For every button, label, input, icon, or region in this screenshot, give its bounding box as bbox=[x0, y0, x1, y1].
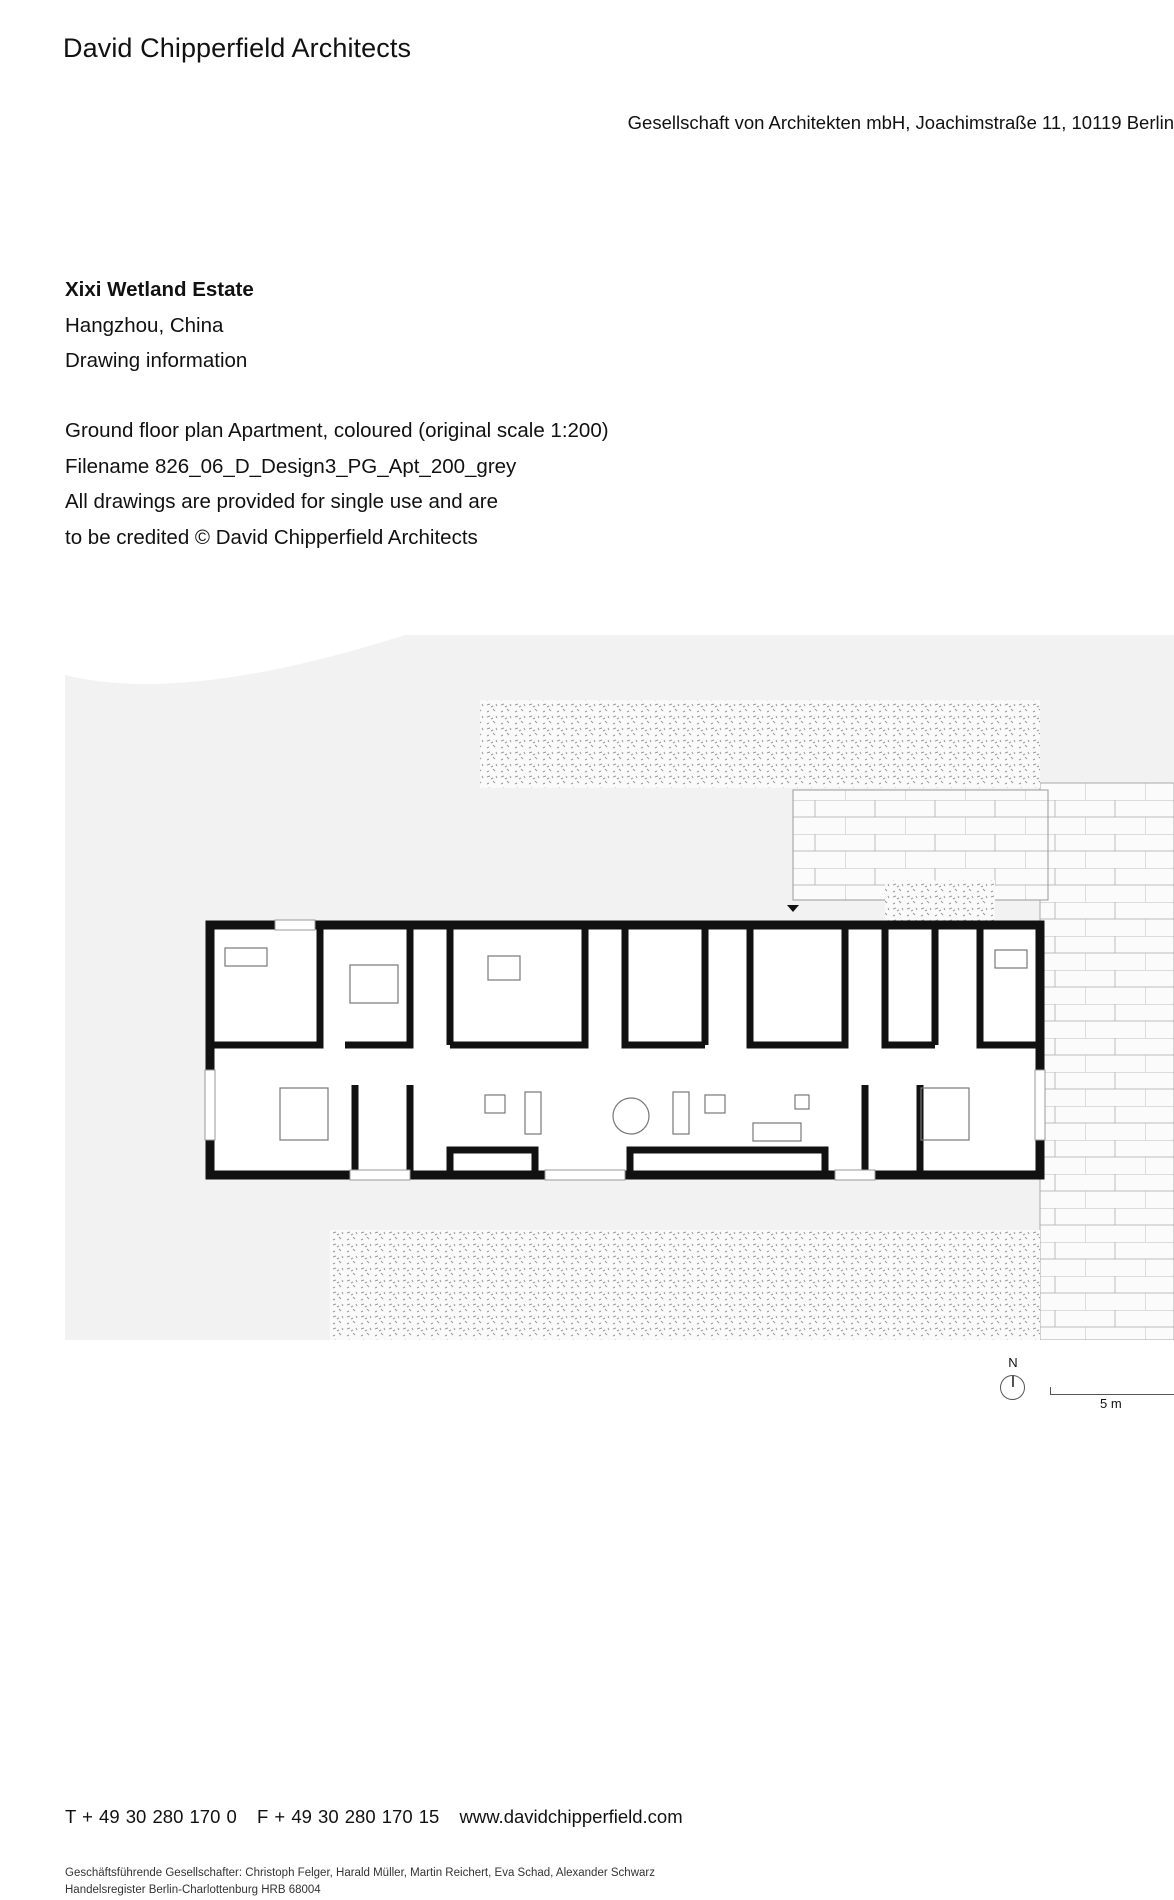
planting-south bbox=[330, 1230, 1040, 1340]
firm-name: David Chipperfield Architects bbox=[63, 33, 412, 63]
scale-label: 5 m bbox=[1100, 1396, 1122, 1411]
website-link[interactable]: www.davidchipperfield.com bbox=[459, 1806, 683, 1827]
north-label: N bbox=[1008, 1355, 1018, 1370]
north-arrow-needle bbox=[1012, 1375, 1014, 1387]
scale-bar bbox=[1050, 1387, 1174, 1395]
drawing-info bbox=[65, 413, 609, 555]
drawing-description: Ground floor plan Apartment, coloured (original scale 1:200) bbox=[65, 419, 609, 442]
firm-address: Gesellschaft von Architekten mbH, Joachimstraße 11, 10119 Berlin bbox=[627, 112, 1174, 133]
phone-number: T + 49 30 280 170 0 bbox=[65, 1806, 237, 1827]
drawing-filename: Filename 826_06_D_Design3_PG_Apt_200_grey bbox=[65, 454, 517, 478]
floor-plan-drawing bbox=[65, 630, 1174, 1340]
directors-line: Geschäftsführende Gesellschafter: Christoph Felger, Harald Müller, Martin Reichert, Eva Schad, Alexander Schwarz bbox=[65, 1867, 655, 1879]
paving-area bbox=[1040, 783, 1174, 1340]
planting-north bbox=[480, 700, 1040, 788]
usage-note-line1: All drawings are provided for single use and are bbox=[65, 490, 499, 513]
project-location: Hangzhou, China bbox=[65, 313, 224, 337]
register-line: Handelsregister Berlin-Charlottenburg HRB 68004 bbox=[65, 1884, 321, 1896]
section-heading: Drawing information bbox=[65, 349, 248, 372]
contact-line bbox=[65, 1806, 697, 1828]
floor-plan-svg bbox=[65, 630, 1174, 1340]
project-block bbox=[65, 272, 254, 379]
fax-number: F + 49 30 280 170 15 bbox=[256, 1806, 440, 1827]
project-title: Xixi Wetland Estate bbox=[65, 278, 254, 301]
usage-note-line2: to be credited © David Chipperfield Architects bbox=[65, 525, 478, 549]
legal-footer bbox=[65, 1865, 655, 1899]
